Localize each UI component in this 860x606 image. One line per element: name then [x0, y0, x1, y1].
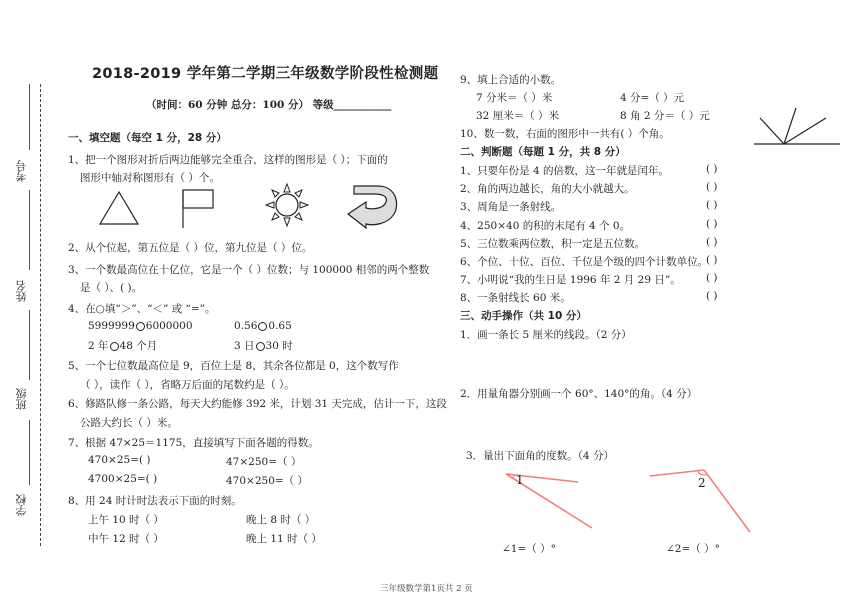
judge-item: 7、小明说“我的生日是 1996 年 2 月 29 日”。 — [460, 274, 681, 287]
q7-item: 470×250=（ ） — [226, 475, 309, 487]
q6-line-a: 6、修路队修一条公路，每天大约能修 392 米，计划 31 天完成，估计一下，这段 — [68, 398, 447, 410]
judge-item: 3、周角是一条射线。 — [460, 201, 562, 214]
judge-answer-paren[interactable]: ( ) — [706, 163, 718, 175]
angle-1-figure — [500, 468, 600, 534]
judge-item: 2、角的两边越长，角的大小就越大。 — [460, 183, 635, 196]
q2: 2、从个位起，第五位是（ ）位，第九位是（ ）位。 — [68, 242, 313, 254]
q4-val: 3 日 — [234, 340, 255, 352]
judge-item: 5、三位数乘两位数，积一定是五位数。 — [460, 237, 646, 250]
triangle-figure — [98, 190, 140, 226]
q7-item: 4700×25=( ) — [88, 473, 158, 485]
judge-item: 1、只要年份是 4 的倍数，这一年就是闰年。 — [460, 165, 670, 177]
name-label: 姓名 — [15, 280, 28, 302]
judge-item: 4、250×40 的积的末尾有 4 个 0。 — [460, 219, 631, 232]
q1-line-a: 1、把一个图形对折后两边能够完全重合，这样的图形是（ ）；下面的 — [68, 154, 388, 166]
exam-number-label: 考号 — [15, 160, 28, 182]
class-label: 班级 — [15, 388, 28, 410]
binding-margin — [0, 0, 52, 606]
section-1-title: 一、填空题（每空 1 分，28 分） — [68, 132, 227, 144]
q4-compare-4 — [234, 338, 293, 353]
angle-2-number: 2 — [698, 476, 706, 490]
q7-item: 47×250=（ ） — [226, 456, 302, 468]
q5-line-a: 5、一个七位数最高位是 9，百位上是 8，其余各位都是 0，这个数写作 — [68, 360, 399, 372]
judge-answer-paren[interactable]: ( ) — [706, 254, 718, 266]
page-footer: 三年级数学第1页共 2 页 — [380, 584, 473, 594]
q10: 10、数一数，右面的图形中一共有( ）个角。 — [460, 128, 670, 140]
op1: 1．画一条长 5 厘米的线段。（2 分） — [460, 329, 632, 341]
q4-compare-1 — [88, 320, 193, 332]
section-2-title: 二、判断题（每题 1 分，共 8 分） — [460, 146, 626, 158]
q7: 7、根据 47×25＝1175，直接填写下面各题的得数。 — [68, 437, 319, 449]
q3-line-b: 是（ ）、( )。 — [80, 282, 143, 294]
q9-item: 7 分米＝（ ）米 — [476, 92, 553, 104]
compare-circle[interactable] — [258, 322, 267, 331]
compare-circle[interactable] — [256, 342, 265, 351]
judge-answer-paren[interactable]: ( ) — [706, 272, 718, 285]
q8-item: 上午 10 时（ ） — [88, 514, 164, 526]
q4-compare-3 — [88, 338, 157, 353]
angle-1-answer: ∠1=（ ）° — [502, 543, 556, 555]
q9-item: 8 角 2 分＝（ ）元 — [620, 110, 710, 122]
q4-val: 6000000 — [145, 320, 193, 332]
fill-line — [29, 190, 30, 270]
judge-answer-paren[interactable]: ( ) — [706, 217, 718, 230]
angle-2-figure — [646, 464, 756, 536]
fill-line — [29, 310, 30, 380]
school-label: 学校 — [15, 494, 28, 516]
flag-figure — [180, 188, 218, 230]
q3-line-a: 3、一个数最高位在十亿位，它是一个（ ）位数；与 100000 相邻的两个整数 — [68, 264, 430, 276]
judge-answer-paren[interactable]: ( ) — [706, 181, 718, 194]
sun-figure — [264, 182, 310, 228]
compare-circle[interactable] — [110, 342, 119, 351]
q4-val: 30 时 — [265, 340, 293, 352]
q9-item: 4 分=（ ）元 — [620, 92, 685, 104]
fill-line — [29, 420, 30, 485]
op3: 3．量出下面角的度数。（4 分） — [466, 450, 614, 462]
judge-answer-paren[interactable]: ( ) — [706, 235, 718, 248]
page-title: 2018-2019 学年第二学期三年级数学阶段性检测题 — [92, 66, 439, 82]
exam-info: （时间：60 分钟 总分：100 分） 等级___________ — [146, 99, 392, 111]
judge-answer-paren[interactable]: ( ) — [706, 199, 718, 212]
compare-circle[interactable] — [136, 322, 145, 331]
q4-compare-2 — [234, 320, 292, 332]
q9: 9、填上合适的小数。 — [460, 74, 562, 86]
judge-item: 6、个位、十位、百位、千位是个级的四个计数单位。 — [460, 256, 709, 268]
fill-line — [29, 84, 30, 150]
curved-arrow-figure — [344, 180, 404, 230]
q8-item: 晚上 11 时（ ） — [246, 533, 322, 545]
q8-item: 中午 12 时（ ） — [88, 533, 164, 545]
q4-val: 5999999 — [88, 320, 135, 332]
binding-dashed-line — [40, 84, 41, 546]
judge-item: 8、一条射线长 60 米。 — [460, 292, 571, 305]
q6-line-b: 公路大约长（ ）米。 — [80, 417, 178, 429]
judge-answer-paren[interactable]: ( ) — [706, 290, 718, 303]
q4-line-a: 4、在○填“＞”、“＜” 或 “=”。 — [68, 303, 216, 315]
q9-item: 32 厘米＝（ ）米 — [476, 110, 560, 122]
q1-line-b: 图形中轴对称图形有（ ）个。 — [80, 172, 220, 184]
q4-val: 2 年 — [88, 340, 109, 352]
q8: 8、用 24 时计时法表示下面的时刻。 — [68, 495, 242, 507]
q7-item: 470×25=( ) — [88, 454, 151, 466]
angles-figure — [752, 102, 842, 148]
q5-line-b: （ ），读作（ ），省略万后面的尾数约是（ ）。 — [80, 379, 295, 391]
angle-2-answer: ∠2=（ ）° — [666, 543, 720, 555]
op2: 2．用量角器分别画一个 60°、140°的角。（4 分） — [460, 388, 698, 400]
angle-1-number: 1 — [516, 473, 524, 487]
q8-item: 晚上 8 时（ ） — [246, 514, 316, 526]
q4-val: 0.56 — [234, 320, 258, 332]
section-3-title: 三、动手操作（共 10 分） — [460, 310, 587, 322]
q4-val: 48 个月 — [119, 340, 158, 352]
q4-val: 0.65 — [268, 320, 292, 332]
